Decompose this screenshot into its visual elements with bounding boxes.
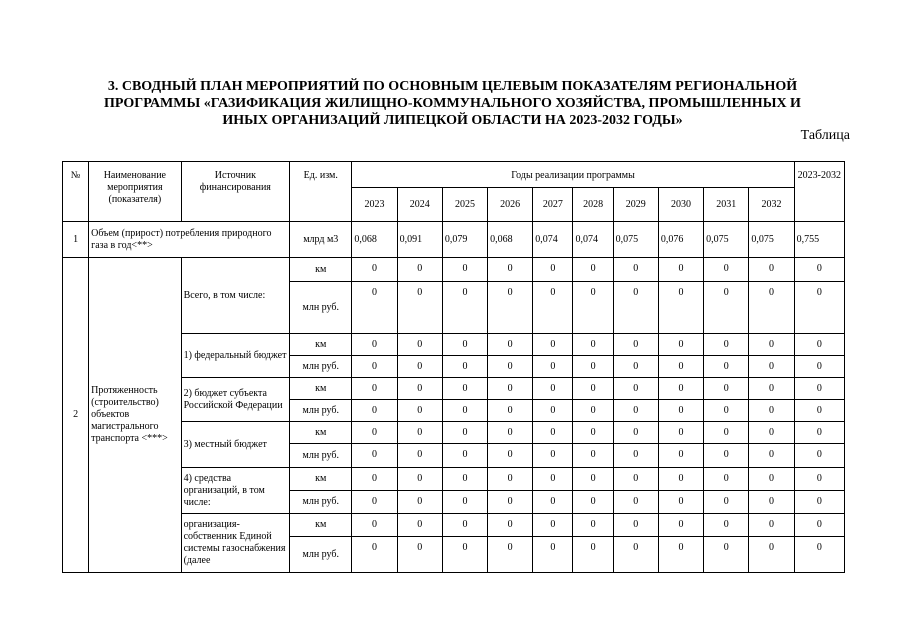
funding-source-cell: Всего, в том числе: <box>181 258 290 334</box>
value-cell: 0 <box>749 356 794 378</box>
value-cell: 0 <box>749 282 794 334</box>
unit-cell: км <box>290 514 352 537</box>
value-cell: 0,074 <box>533 222 573 258</box>
value-cell: 0,074 <box>573 222 613 258</box>
value-cell: 0 <box>442 282 487 334</box>
total-cell: 0 <box>794 258 844 282</box>
row-num: 1 <box>63 222 89 258</box>
value-cell: 0 <box>397 378 442 400</box>
value-cell: 0 <box>533 468 573 491</box>
value-cell: 0 <box>749 468 794 491</box>
value-cell: 0 <box>749 491 794 514</box>
value-cell: 0 <box>573 356 613 378</box>
value-cell: 0 <box>533 444 573 468</box>
value-cell: 0 <box>658 422 703 444</box>
heading-line-1: 3. СВОДНЫЙ ПЛАН МЕРОПРИЯТИЙ ПО ОСНОВНЫМ ЦЕЛЕВЫМ ПОКАЗАТЕЛЯМ РЕГИОНАЛЬНОЙ <box>107 79 798 94</box>
value-cell: 0 <box>488 400 533 422</box>
value-cell: 0 <box>488 491 533 514</box>
value-cell: 0 <box>704 258 749 282</box>
row-name: Протяженность (строительство) объектов магистрального транспорта <***> <box>89 258 181 573</box>
value-cell: 0 <box>533 334 573 356</box>
value-cell: 0,079 <box>442 222 487 258</box>
value-cell: 0 <box>573 334 613 356</box>
value-cell: 0 <box>658 400 703 422</box>
value-cell: 0 <box>749 514 794 537</box>
unit-cell: км <box>290 468 352 491</box>
value-cell: 0 <box>488 537 533 573</box>
value-cell: 0 <box>573 537 613 573</box>
value-cell: 0 <box>573 444 613 468</box>
document-heading <box>50 78 855 129</box>
value-cell: 0 <box>442 444 487 468</box>
value-cell: 0 <box>488 422 533 444</box>
value-cell: 0 <box>658 514 703 537</box>
value-cell: 0 <box>613 334 658 356</box>
value-cell: 0 <box>573 258 613 282</box>
value-cell: 0 <box>749 537 794 573</box>
value-cell: 0 <box>749 334 794 356</box>
unit-cell: км <box>290 422 352 444</box>
total-cell: 0,755 <box>794 222 844 258</box>
value-cell: 0 <box>749 444 794 468</box>
value-cell: 0 <box>533 514 573 537</box>
value-cell: 0 <box>533 258 573 282</box>
value-cell: 0 <box>613 282 658 334</box>
value-cell: 0 <box>442 537 487 573</box>
unit-cell: км <box>290 258 352 282</box>
value-cell: 0 <box>704 400 749 422</box>
header-row <box>63 162 845 188</box>
table-row <box>63 222 845 258</box>
year-header-cell: 2030 <box>658 188 703 222</box>
value-cell: 0 <box>658 468 703 491</box>
value-cell: 0 <box>704 468 749 491</box>
value-cell: 0 <box>573 514 613 537</box>
value-cell: 0 <box>488 468 533 491</box>
total-cell: 0 <box>794 356 844 378</box>
value-cell: 0 <box>573 400 613 422</box>
value-cell: 0 <box>533 400 573 422</box>
value-cell: 0 <box>352 468 397 491</box>
value-cell: 0 <box>749 258 794 282</box>
value-cell: 0 <box>573 468 613 491</box>
value-cell: 0 <box>613 378 658 400</box>
value-cell: 0 <box>488 334 533 356</box>
value-cell: 0 <box>352 282 397 334</box>
header-name: Наименование мероприятия (показателя) <box>89 162 181 222</box>
unit-cell: км <box>290 378 352 400</box>
value-cell: 0 <box>613 537 658 573</box>
value-cell: 0 <box>397 334 442 356</box>
value-cell: 0 <box>613 356 658 378</box>
year-header-cell: 2029 <box>613 188 658 222</box>
value-cell: 0 <box>533 537 573 573</box>
value-cell: 0 <box>352 356 397 378</box>
header-years-group: Годы реализации программы <box>352 162 794 188</box>
funding-source-cell: 2) бюджет субъекта Российской Федерации <box>181 378 290 422</box>
value-cell: 0,075 <box>704 222 749 258</box>
value-cell: 0 <box>442 468 487 491</box>
value-cell: 0 <box>442 356 487 378</box>
value-cell: 0 <box>352 537 397 573</box>
heading-line-3: ИНЫХ ОРГАНИЗАЦИЙ ЛИПЕЦКОЙ ОБЛАСТИ НА 2023-2032 ГОДЫ» <box>222 113 683 128</box>
value-cell: 0 <box>573 378 613 400</box>
summary-plan-table <box>62 161 845 573</box>
value-cell: 0 <box>397 258 442 282</box>
value-cell: 0 <box>442 514 487 537</box>
unit-cell: млн руб. <box>290 537 352 573</box>
value-cell: 0 <box>533 422 573 444</box>
value-cell: 0,076 <box>658 222 703 258</box>
header-num: № <box>63 162 89 222</box>
value-cell: 0 <box>488 378 533 400</box>
value-cell: 0 <box>658 378 703 400</box>
heading-line-2: ПРОГРАММЫ «ГАЗИФИКАЦИЯ ЖИЛИЩНО-КОММУНАЛЬНОГО ХОЗЯЙСТВА, ПРОМЫШЛЕННЫХ И <box>104 96 801 111</box>
value-cell: 0 <box>442 334 487 356</box>
value-cell: 0 <box>352 400 397 422</box>
year-header-cell: 2023 <box>352 188 397 222</box>
value-cell: 0 <box>613 468 658 491</box>
value-cell: 0 <box>533 378 573 400</box>
value-cell: 0 <box>704 282 749 334</box>
value-cell: 0 <box>488 282 533 334</box>
value-cell: 0 <box>352 422 397 444</box>
row-num: 2 <box>63 258 89 573</box>
total-cell: 0 <box>794 378 844 400</box>
value-cell: 0 <box>658 444 703 468</box>
value-cell: 0 <box>613 422 658 444</box>
value-cell: 0 <box>749 400 794 422</box>
funding-source-cell: 4) средства организаций, в том числе: <box>181 468 290 514</box>
year-header-cell: 2026 <box>488 188 533 222</box>
total-cell: 0 <box>794 468 844 491</box>
table-label: Таблица <box>800 128 850 143</box>
value-cell: 0 <box>442 378 487 400</box>
value-cell: 0 <box>704 444 749 468</box>
value-cell: 0,091 <box>397 222 442 258</box>
value-cell: 0 <box>397 422 442 444</box>
total-cell: 0 <box>794 491 844 514</box>
value-cell: 0 <box>442 258 487 282</box>
value-cell: 0 <box>397 537 442 573</box>
value-cell: 0 <box>704 356 749 378</box>
value-cell: 0 <box>658 537 703 573</box>
row-name: Объем (прирост) потребления природного газа в год<**> <box>89 222 290 258</box>
unit-cell: млн руб. <box>290 356 352 378</box>
year-header-cell: 2024 <box>397 188 442 222</box>
value-cell: 0 <box>397 400 442 422</box>
header-source: Источник финансирования <box>181 162 290 222</box>
header-unit: Ед. изм. <box>290 162 352 222</box>
value-cell: 0 <box>442 491 487 514</box>
funding-source-cell: 3) местный бюджет <box>181 422 290 468</box>
value-cell: 0 <box>488 258 533 282</box>
year-header-cell: 2028 <box>573 188 613 222</box>
unit-cell: млн руб. <box>290 444 352 468</box>
value-cell: 0 <box>397 491 442 514</box>
funding-source-cell: организация-собственник Единой системы газоснабжения (далее <box>181 514 290 573</box>
value-cell: 0,068 <box>352 222 397 258</box>
value-cell: 0,075 <box>749 222 794 258</box>
value-cell: 0 <box>352 334 397 356</box>
value-cell: 0 <box>573 491 613 514</box>
total-cell: 0 <box>794 400 844 422</box>
value-cell: 0 <box>704 422 749 444</box>
row-unit: млрд м3 <box>290 222 352 258</box>
header-total: 2023-2032 <box>794 162 844 222</box>
value-cell: 0 <box>397 468 442 491</box>
value-cell: 0 <box>704 378 749 400</box>
value-cell: 0 <box>442 400 487 422</box>
unit-cell: млн руб. <box>290 400 352 422</box>
year-header-cell: 2025 <box>442 188 487 222</box>
total-cell: 0 <box>794 422 844 444</box>
value-cell: 0 <box>488 356 533 378</box>
value-cell: 0 <box>749 378 794 400</box>
value-cell: 0 <box>352 491 397 514</box>
value-cell: 0 <box>704 537 749 573</box>
value-cell: 0 <box>704 334 749 356</box>
value-cell: 0 <box>613 258 658 282</box>
total-cell: 0 <box>794 514 844 537</box>
unit-cell: км <box>290 334 352 356</box>
year-header-cell: 2031 <box>704 188 749 222</box>
value-cell: 0 <box>397 444 442 468</box>
value-cell: 0 <box>488 444 533 468</box>
value-cell: 0 <box>397 282 442 334</box>
year-header-cell: 2027 <box>533 188 573 222</box>
value-cell: 0 <box>613 444 658 468</box>
value-cell: 0 <box>533 491 573 514</box>
value-cell: 0 <box>533 282 573 334</box>
value-cell: 0 <box>397 514 442 537</box>
value-cell: 0 <box>352 514 397 537</box>
value-cell: 0 <box>488 514 533 537</box>
total-cell: 0 <box>794 334 844 356</box>
unit-cell: млн руб. <box>290 282 352 334</box>
value-cell: 0 <box>704 514 749 537</box>
unit-cell: млн руб. <box>290 491 352 514</box>
value-cell: 0 <box>397 356 442 378</box>
value-cell: 0 <box>613 491 658 514</box>
value-cell: 0 <box>749 422 794 444</box>
value-cell: 0 <box>573 282 613 334</box>
value-cell: 0 <box>658 334 703 356</box>
value-cell: 0 <box>704 491 749 514</box>
value-cell: 0 <box>573 422 613 444</box>
table-row <box>63 258 845 282</box>
value-cell: 0,068 <box>488 222 533 258</box>
value-cell: 0 <box>658 258 703 282</box>
year-header-cell: 2032 <box>749 188 794 222</box>
value-cell: 0 <box>352 378 397 400</box>
value-cell: 0 <box>613 514 658 537</box>
value-cell: 0 <box>533 356 573 378</box>
total-cell: 0 <box>794 444 844 468</box>
funding-source-cell: 1) федеральный бюджет <box>181 334 290 378</box>
value-cell: 0,075 <box>613 222 658 258</box>
value-cell: 0 <box>658 356 703 378</box>
total-cell: 0 <box>794 282 844 334</box>
value-cell: 0 <box>352 444 397 468</box>
value-cell: 0 <box>442 422 487 444</box>
value-cell: 0 <box>658 491 703 514</box>
total-cell: 0 <box>794 537 844 573</box>
value-cell: 0 <box>352 258 397 282</box>
value-cell: 0 <box>658 282 703 334</box>
value-cell: 0 <box>613 400 658 422</box>
